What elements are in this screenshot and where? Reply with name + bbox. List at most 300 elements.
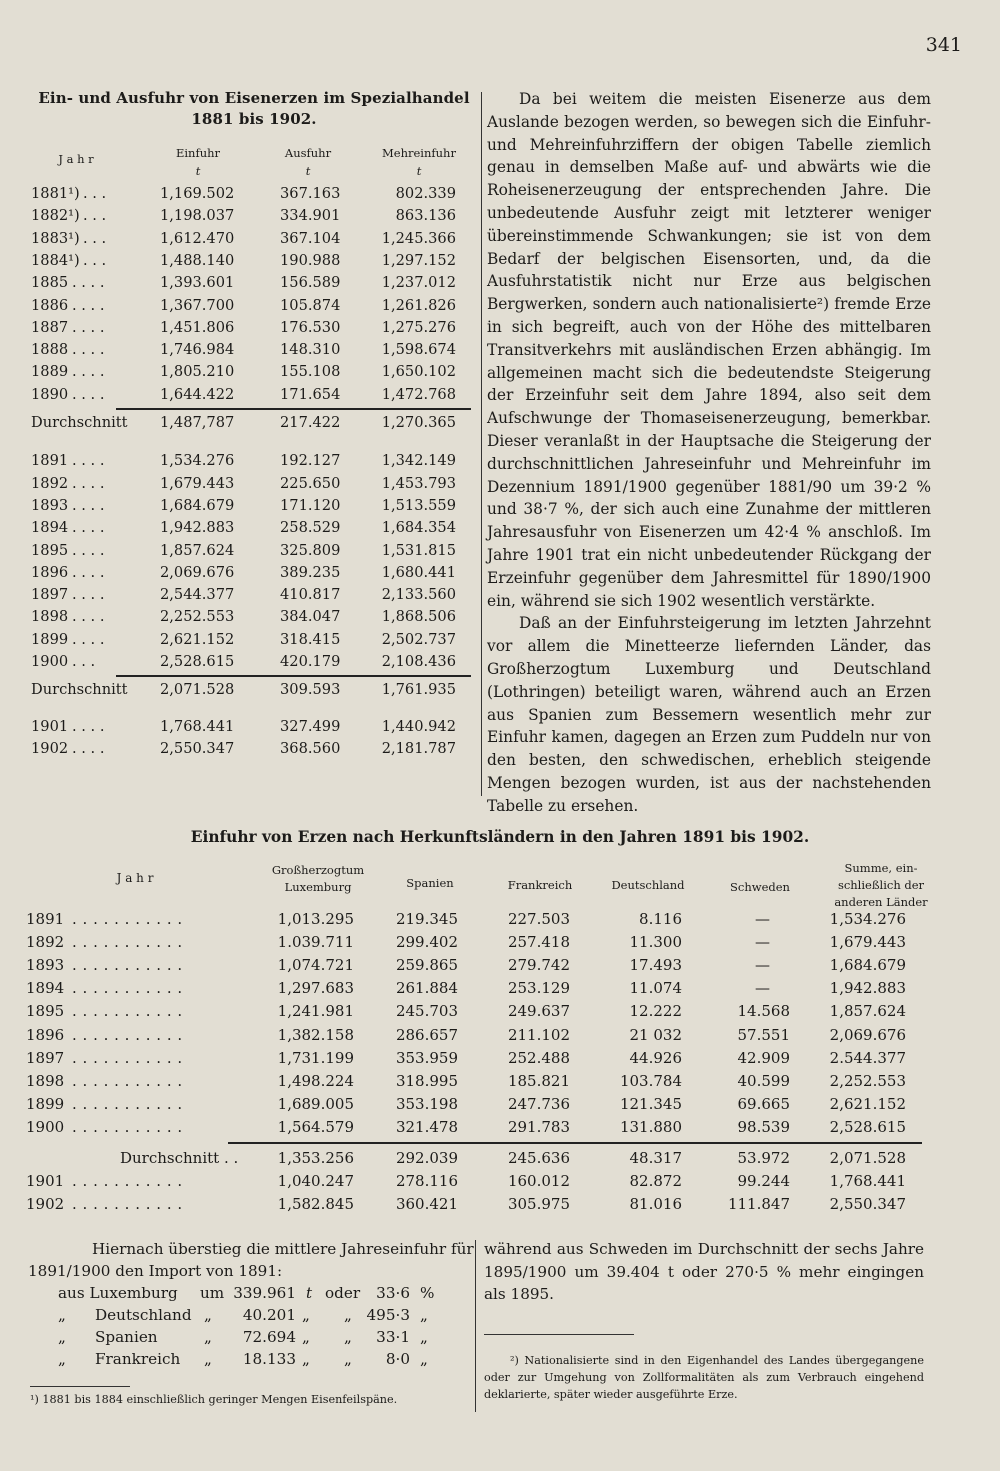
table-row (28, 606, 480, 628)
unit-t: t (306, 1284, 313, 1302)
percent-unit: % (420, 1284, 435, 1302)
france-value: 291.783 (507, 1117, 570, 1136)
bottom-right-text: während aus Schweden im Durchschnitt der sechs Jahre 1895/1900 um 39.404 t oder 270·5 % mehr eingingen als 1895. (484, 1240, 924, 1304)
table-rule (116, 408, 471, 410)
sweden-value: 42.909 (737, 1048, 790, 1067)
net-import-value: 1,598.674 (381, 341, 456, 359)
table-row (28, 517, 480, 539)
row-leader-dots: . . . . . . . . . . . (72, 956, 183, 975)
export-value: 384.047 (280, 608, 341, 626)
page-number: 341 (925, 34, 962, 56)
ditto-um: um (200, 1284, 225, 1302)
spain-value: 353.198 (395, 1094, 458, 1113)
row-year: 1902 (26, 1195, 65, 1214)
import-value: 2,252.553 (160, 608, 235, 626)
table-row (28, 317, 480, 339)
export-value: 171.120 (280, 496, 341, 514)
table-row (28, 272, 480, 294)
row-year: 1901 (31, 717, 69, 735)
oder-word: „ (344, 1350, 352, 1368)
import-value: 1,367.700 (160, 296, 235, 314)
luxemburg-value: 1,353.256 (277, 1149, 354, 1167)
percent-value: 8·0 (385, 1350, 410, 1368)
percent-unit: „ (420, 1350, 428, 1368)
sum-value: 2,621.152 (829, 1094, 906, 1113)
row-year: 1899 (31, 630, 69, 648)
table-row (28, 450, 480, 472)
row-leader-dots: . . . (83, 229, 107, 247)
net-import-value: 2,108.436 (381, 653, 456, 670)
row-leader-dots: . . . . . . . . . . . (72, 1195, 183, 1214)
net-import-value: 2,502.737 (381, 630, 456, 648)
germany-value: 121.345 (619, 1094, 682, 1113)
row-leader-dots: . . . . . . . . . . . (72, 1094, 183, 1113)
table2-header-sum-line2: schließlich der (837, 878, 925, 892)
import-value: 1,612.470 (160, 229, 235, 247)
sum-value: 1,534.276 (829, 910, 906, 928)
sweden-value: — (755, 956, 770, 975)
import-value: 1,684.679 (160, 496, 235, 514)
row-year: 1897 (31, 586, 69, 604)
export-value: 318.415 (280, 630, 341, 648)
france-value: 160.012 (507, 1172, 570, 1191)
net-import-value: 1,650.102 (381, 363, 456, 381)
france-value: 253.129 (507, 979, 570, 998)
row-leader-dots: . . . . (72, 496, 105, 514)
germany-value: 21 032 (629, 1025, 682, 1044)
net-import-value: 1,237.012 (381, 274, 456, 292)
sum-value: 2,069.676 (829, 1025, 906, 1044)
import-value: 1,393.601 (160, 274, 235, 292)
luxemburg-value: 1,689.005 (277, 1094, 354, 1113)
row-year: 1899 (26, 1094, 65, 1113)
row-leader-dots: . . . . . . . . . . . (72, 933, 183, 952)
import-value: 2,528.615 (160, 653, 235, 670)
export-value: 155.108 (280, 363, 341, 381)
table1-header-export: Ausfuhr (284, 146, 332, 160)
sum-value: 2.544.377 (829, 1048, 906, 1067)
amount-value: 339.961 (233, 1284, 296, 1302)
table-rule (228, 1142, 922, 1144)
table-row (28, 584, 480, 606)
row-year: 1898 (26, 1071, 65, 1090)
ditto-mark: „ (58, 1306, 66, 1324)
sweden-value: 69.665 (737, 1094, 790, 1113)
sweden-value: 111.847 (727, 1195, 790, 1214)
france-value: 247.736 (507, 1094, 570, 1113)
bottom-left-text (28, 1238, 474, 1370)
percent-unit: „ (420, 1328, 428, 1346)
row-year: 1881¹) (31, 185, 80, 202)
row-year: 1894 (31, 519, 69, 537)
table-row (0, 977, 1000, 1000)
row-label: Durchschnitt . . (120, 1149, 239, 1167)
footnote-rule-right (484, 1334, 634, 1335)
net-import-value: 1,868.506 (381, 608, 456, 626)
table2-header-sum (826, 860, 936, 911)
row-year: 1900 (26, 1117, 65, 1136)
row-leader-dots: . . . . (72, 608, 105, 626)
table-row (0, 1193, 1000, 1216)
oder-word: „ (344, 1328, 352, 1346)
average-row (28, 412, 480, 434)
germany-value: 82.872 (629, 1172, 682, 1191)
summary-items (28, 1282, 468, 1370)
sum-value: 2,550.347 (829, 1195, 906, 1214)
row-leader-dots: . . . . . . . . . . . (72, 1071, 183, 1090)
germany-value: 17.493 (629, 956, 682, 975)
row-leader-dots: . . . . . . . . . . . (72, 1172, 183, 1191)
sum-value: 1,857.624 (829, 1002, 906, 1021)
table-row (0, 931, 1000, 954)
row-leader-dots: . . . (83, 207, 107, 225)
summary-item (28, 1348, 468, 1370)
row-year: 1900 (31, 653, 69, 670)
germany-value: 8.116 (639, 910, 682, 928)
table2-header-spain: Spanien (406, 876, 454, 890)
net-import-value: 802.339 (395, 185, 456, 202)
export-value: 368.560 (280, 739, 341, 757)
percent-value: 495·3 (366, 1306, 410, 1324)
import-value: 2,550.347 (160, 739, 235, 757)
sweden-value: 14.568 (737, 1002, 790, 1021)
import-value: 2,544.377 (160, 586, 235, 604)
unit-t: „ (302, 1306, 310, 1324)
row-label: Durchschnitt (31, 414, 128, 431)
table-row (28, 495, 480, 517)
france-value: 257.418 (507, 933, 570, 952)
percent-unit: „ (420, 1306, 428, 1324)
row-year: 1895 (31, 541, 69, 559)
import-value: 1,768.441 (160, 717, 235, 735)
net-import-value: 1,472.768 (381, 385, 456, 403)
germany-value: 11.300 (629, 933, 682, 952)
export-value: 258.529 (280, 519, 341, 537)
summary-line2: 1891/1900 den Import von 1891: (28, 1262, 283, 1280)
row-leader-dots: . . . . (72, 452, 105, 470)
row-year: 1893 (31, 496, 69, 514)
export-value: 327.499 (280, 717, 341, 735)
amount-value: 18.133 (242, 1350, 296, 1368)
country-name: Spanien (95, 1328, 158, 1346)
import-value: 1,451.806 (160, 318, 235, 336)
row-year: 1885 (31, 274, 69, 292)
export-value: 367.104 (280, 229, 341, 247)
table1-header-net: Mehreinfuhr (382, 146, 456, 160)
luxemburg-value: 1,013.295 (277, 910, 354, 928)
summary-item (28, 1304, 468, 1326)
row-leader-dots: . . . (72, 653, 96, 670)
export-value: 367.163 (280, 185, 341, 202)
row-year: 1898 (31, 608, 69, 626)
france-value: 279.742 (507, 956, 570, 975)
row-leader-dots: . . . . (72, 318, 105, 336)
table-row (28, 228, 480, 250)
row-year: 1893 (26, 956, 65, 975)
sweden-value: — (755, 933, 770, 952)
ditto-mark: „ (58, 1328, 66, 1346)
sum-value: 2,528.615 (829, 1117, 906, 1136)
table1-header-export-unit: t (305, 164, 311, 178)
average-row (0, 1147, 1000, 1170)
footnote-2: ²) Nationalisierte sind in den Eigenhandel des Landes übergegangene oder zur Umgehung von Zollformalitäten als zum Verbrauch eingehend deklarierte, später wieder ausgeführte Erze. (484, 1354, 924, 1401)
luxemburg-value: 1,582.845 (277, 1195, 354, 1214)
table-rule (116, 675, 471, 677)
table1-header-import-unit: t (195, 164, 201, 178)
export-value: 148.310 (280, 341, 341, 359)
sweden-value: — (755, 979, 770, 998)
sweden-value: 57.551 (737, 1025, 790, 1044)
sweden-value: 98.539 (737, 1117, 790, 1136)
row-year: 1883¹) (31, 229, 80, 247)
luxemburg-value: 1,040.247 (277, 1172, 354, 1191)
ditto-um: „ (204, 1306, 212, 1324)
luxemburg-value: 1,564.579 (277, 1117, 354, 1136)
net-import-value: 1,245.366 (381, 229, 456, 247)
row-leader-dots: . . . . (72, 739, 105, 757)
import-value: 1,488.140 (160, 251, 235, 269)
spain-value: 318.995 (395, 1071, 458, 1090)
table-row (0, 1116, 1000, 1139)
table2-header-france: Frankreich (507, 878, 573, 892)
row-year: 1888 (31, 341, 69, 359)
spain-value: 321.478 (395, 1117, 458, 1136)
oder-word: „ (344, 1306, 352, 1324)
sweden-value: — (755, 910, 770, 928)
row-leader-dots: . . . . (72, 474, 105, 492)
footnote-1: ¹) 1881 bis 1884 einschließlich geringer Mengen Eisenfeilspäne. (30, 1393, 398, 1406)
sweden-value: 99.244 (737, 1172, 790, 1191)
paragraph-2: Daß an der Einfuhrsteigerung im letzten Jahrzehnt vor allem die Minetteerze liefernden Länder, das Großherzogtum Luxemburg und Deutschland (Lothringen) beteiligt waren, während auch an Erzen aus Spanien zum Bessemern wesentlich mehr zur Einfuhr kamen, dagegen an Erzen zum Puddeln nur von den besten, den schwedischen, erheblich steigende Mengen bezogen wurden, ist aus der nachstehenden Tabelle zu ersehen. (487, 614, 931, 815)
france-value: 252.488 (507, 1048, 570, 1067)
import-value: 2,621.152 (160, 630, 235, 648)
country-name: Deutschland (95, 1306, 192, 1324)
table-row (28, 384, 480, 406)
net-import-value: 2,133.560 (381, 586, 456, 604)
bottom-column-divider (475, 1240, 476, 1412)
import-value: 1,198.037 (160, 207, 235, 225)
export-value: 225.650 (280, 474, 341, 492)
luxemburg-value: 1,297.683 (277, 979, 354, 998)
net-import-value: 1,761.935 (381, 681, 456, 699)
table-row (28, 295, 480, 317)
row-leader-dots: . . . . . . . . . . . (72, 1117, 183, 1136)
row-year: 1891 (26, 910, 65, 928)
import-value: 1,857.624 (160, 541, 235, 559)
row-year: 1892 (31, 474, 69, 492)
country-name: Frankreich (95, 1350, 181, 1368)
table-row (28, 540, 480, 562)
right-column-text (487, 88, 931, 818)
summary-line1: Hiernach überstieg die mittlere Jahreseinfuhr für (92, 1240, 474, 1258)
amount-value: 40.201 (242, 1306, 296, 1324)
export-value: 334.901 (280, 207, 341, 225)
row-year: 1902 (31, 739, 69, 757)
row-year: 1901 (26, 1172, 65, 1191)
export-value: 410.817 (280, 586, 341, 604)
row-year: 1890 (31, 385, 69, 403)
table-row (0, 1024, 1000, 1047)
table-row (28, 250, 480, 272)
sweden-value: 53.972 (737, 1149, 790, 1167)
table-row (28, 361, 480, 383)
export-value: 309.593 (280, 681, 341, 699)
table-row (0, 1047, 1000, 1070)
table1-title-line2: 1881 bis 1902. (191, 110, 317, 128)
table1-header-year: J a h r (58, 152, 94, 166)
import-value: 1,487,787 (160, 414, 235, 431)
row-year: 1884¹) (31, 251, 80, 269)
row-leader-dots: . . . (83, 251, 107, 269)
table2-header-lux-line1: Großherzogtum (271, 863, 365, 877)
sum-value: 1,768.441 (829, 1172, 906, 1191)
ditto-mark: „ (58, 1350, 66, 1368)
luxemburg-value: 1,382.158 (277, 1025, 354, 1044)
unit-t: „ (302, 1350, 310, 1368)
table-row (0, 954, 1000, 977)
footnote-rule-left (30, 1386, 130, 1387)
table-row (28, 738, 480, 760)
table-row (28, 651, 480, 673)
sum-value: 1,679.443 (829, 933, 906, 952)
germany-value: 11.074 (629, 979, 682, 998)
germany-value: 81.016 (629, 1195, 682, 1214)
row-leader-dots: . . . . (72, 630, 105, 648)
france-value: 227.503 (507, 910, 570, 928)
import-value: 1,679.443 (160, 474, 235, 492)
row-leader-dots: . . . . (72, 363, 105, 381)
export-value: 176.530 (280, 318, 341, 336)
export-value: 325.809 (280, 541, 341, 559)
table-row (28, 629, 480, 651)
table-row (0, 1170, 1000, 1193)
spain-value: 286.657 (395, 1025, 458, 1044)
row-leader-dots: . . . . (72, 341, 105, 359)
net-import-value: 1,453.793 (381, 474, 456, 492)
ditto-um: „ (204, 1350, 212, 1368)
table1 (28, 143, 480, 757)
net-import-value: 863.136 (395, 207, 456, 225)
table-row (28, 339, 480, 361)
row-leader-dots: . . . . . . . . . . . (72, 1002, 183, 1021)
import-value: 1,746.984 (160, 341, 235, 359)
luxemburg-value: 1,498.224 (277, 1071, 354, 1090)
net-import-value: 1,297.152 (381, 251, 456, 269)
germany-value: 131.880 (619, 1117, 682, 1136)
net-import-value: 1,440.942 (381, 717, 456, 735)
summary-item (28, 1326, 468, 1348)
net-import-value: 1,531.815 (381, 541, 456, 559)
unit-t: „ (302, 1328, 310, 1346)
spain-value: 259.865 (395, 956, 458, 975)
export-value: 156.589 (280, 274, 341, 292)
export-value: 171.654 (280, 385, 341, 403)
row-leader-dots: . . . . (72, 385, 105, 403)
percent-value: 33·6 (376, 1284, 410, 1302)
france-value: 305.975 (507, 1195, 570, 1214)
row-year: 1886 (31, 296, 69, 314)
table-row (0, 908, 1000, 931)
average-row (28, 679, 480, 701)
net-import-value: 1,342.149 (381, 452, 456, 470)
row-leader-dots: . . . . (72, 296, 105, 314)
export-value: 389.235 (280, 563, 341, 581)
row-year: 1889 (31, 363, 69, 381)
net-import-value: 1,275.276 (381, 318, 456, 336)
germany-value: 103.784 (619, 1071, 682, 1090)
import-value: 1,534.276 (160, 452, 235, 470)
net-import-value: 1,684.354 (381, 519, 456, 537)
net-import-value: 1,513.559 (381, 496, 456, 514)
spain-value: 261.884 (395, 979, 458, 998)
summary-item (28, 1282, 468, 1304)
row-year: 1882¹) (31, 207, 80, 225)
export-value: 420.179 (280, 653, 341, 670)
paragraph-1: Da bei weitem die meisten Eisenerze aus dem Auslande bezogen werden, so bewegen sich die Einfuhr- und Mehreinfuhrziffern der obigen Tabelle ziemlich genau in demselben Maße auf- und abwärts wie die Roheisenerzeugung der entsprechenden Jahre. Die unbedeutende Ausfuhr zeigt mit letzterer weniger übereinstimmende Schwankungen; sie ist von dem Bedarf der belgischen Eisensorten, und, da die Ausfuhrstatistik nicht nur Erze aus belgischen Bergwerken, sondern auch nationalisierte²) fremde Erze in sich begreift, auch von der Höhe des mittelbaren Transitverkehrs mit ausländischen Erzen abhängig. Im allgemeinen macht sich die bedeutendste Steigerung der Erzeinfuhr seit dem Jahre 1894, also seit dem Aufschwunge der Thomaseisenerzeugung, bemerkbar. Dieser veranlaßt in der Hauptsache die Steigerung der durchschnittlichen Jahreseinfuhr und Mehreinfuhr im Dezennium 1891/1900 gegenüber 1881/90 um 39·2 % und 38·7 %, der sich auch eine Zunahme der mittleren Jahresausfuhr von Eisenerzen um 42·4 % anschloß. Im Jahre 1901 trat ein nicht unbedeutender Rückgang der Erzeinfuhr gegenüber dem Jahresmittel für 1890/1900 ein, während sie sich 1902 wesentlich verstärkte. (487, 90, 931, 610)
ditto-um: „ (204, 1328, 212, 1346)
country-name: aus Luxemburg (58, 1284, 178, 1302)
luxemburg-value: 1.039.711 (277, 933, 354, 952)
row-year: 1897 (26, 1048, 65, 1067)
row-leader-dots: . . . . (72, 274, 105, 292)
import-value: 1,169.502 (160, 185, 235, 202)
row-label: Durchschnitt (31, 681, 128, 699)
table1-header-net-unit: t (416, 164, 422, 178)
row-leader-dots: . . . . . . . . . . . (72, 1025, 183, 1044)
import-value: 1,805.210 (160, 363, 235, 381)
table2-header-lux-line2: Luxemburg (284, 880, 352, 894)
row-year: 1894 (26, 979, 65, 998)
row-leader-dots: . . . . (72, 717, 105, 735)
table2-header-luxemburg (258, 862, 378, 896)
table1-header (28, 143, 480, 183)
spain-value: 353.959 (395, 1048, 458, 1067)
france-value: 245.636 (507, 1149, 570, 1167)
table2-header-sum-line1: Summe, ein- (844, 861, 918, 875)
sum-value: 1,942.883 (829, 979, 906, 998)
row-leader-dots: . . . . . . . . . . . (72, 979, 183, 998)
spain-value: 245.703 (395, 1002, 458, 1021)
export-value: 217.422 (280, 414, 341, 431)
sum-value: 1,684.679 (829, 956, 906, 975)
export-value: 105.874 (280, 296, 341, 314)
germany-value: 44.926 (629, 1048, 682, 1067)
luxemburg-value: 1,241.981 (277, 1002, 354, 1021)
france-value: 185.821 (507, 1071, 570, 1090)
amount-value: 72.694 (242, 1328, 296, 1346)
export-value: 190.988 (280, 251, 341, 269)
sweden-value: 40.599 (737, 1071, 790, 1090)
import-value: 2,069.676 (160, 563, 235, 581)
spain-value: 292.039 (395, 1149, 458, 1167)
table2-header-year: J a h r (116, 871, 154, 885)
row-leader-dots: . . . . (72, 519, 105, 537)
oder-word: oder (325, 1284, 361, 1302)
table2-header-sum-line3: anderen Länder (834, 895, 928, 909)
import-value: 1,942.883 (160, 519, 235, 537)
spain-value: 219.345 (395, 910, 458, 928)
table1-title (28, 88, 480, 130)
table-row (0, 1000, 1000, 1023)
row-year: 1896 (31, 563, 69, 581)
row-leader-dots: . . . . (72, 563, 105, 581)
row-leader-dots: . . . . . . . . . . . (72, 1048, 183, 1067)
luxemburg-value: 1,074.721 (277, 956, 354, 975)
france-value: 249.637 (507, 1002, 570, 1021)
table-row (28, 562, 480, 584)
row-year: 1896 (26, 1025, 65, 1044)
export-value: 192.127 (280, 452, 341, 470)
